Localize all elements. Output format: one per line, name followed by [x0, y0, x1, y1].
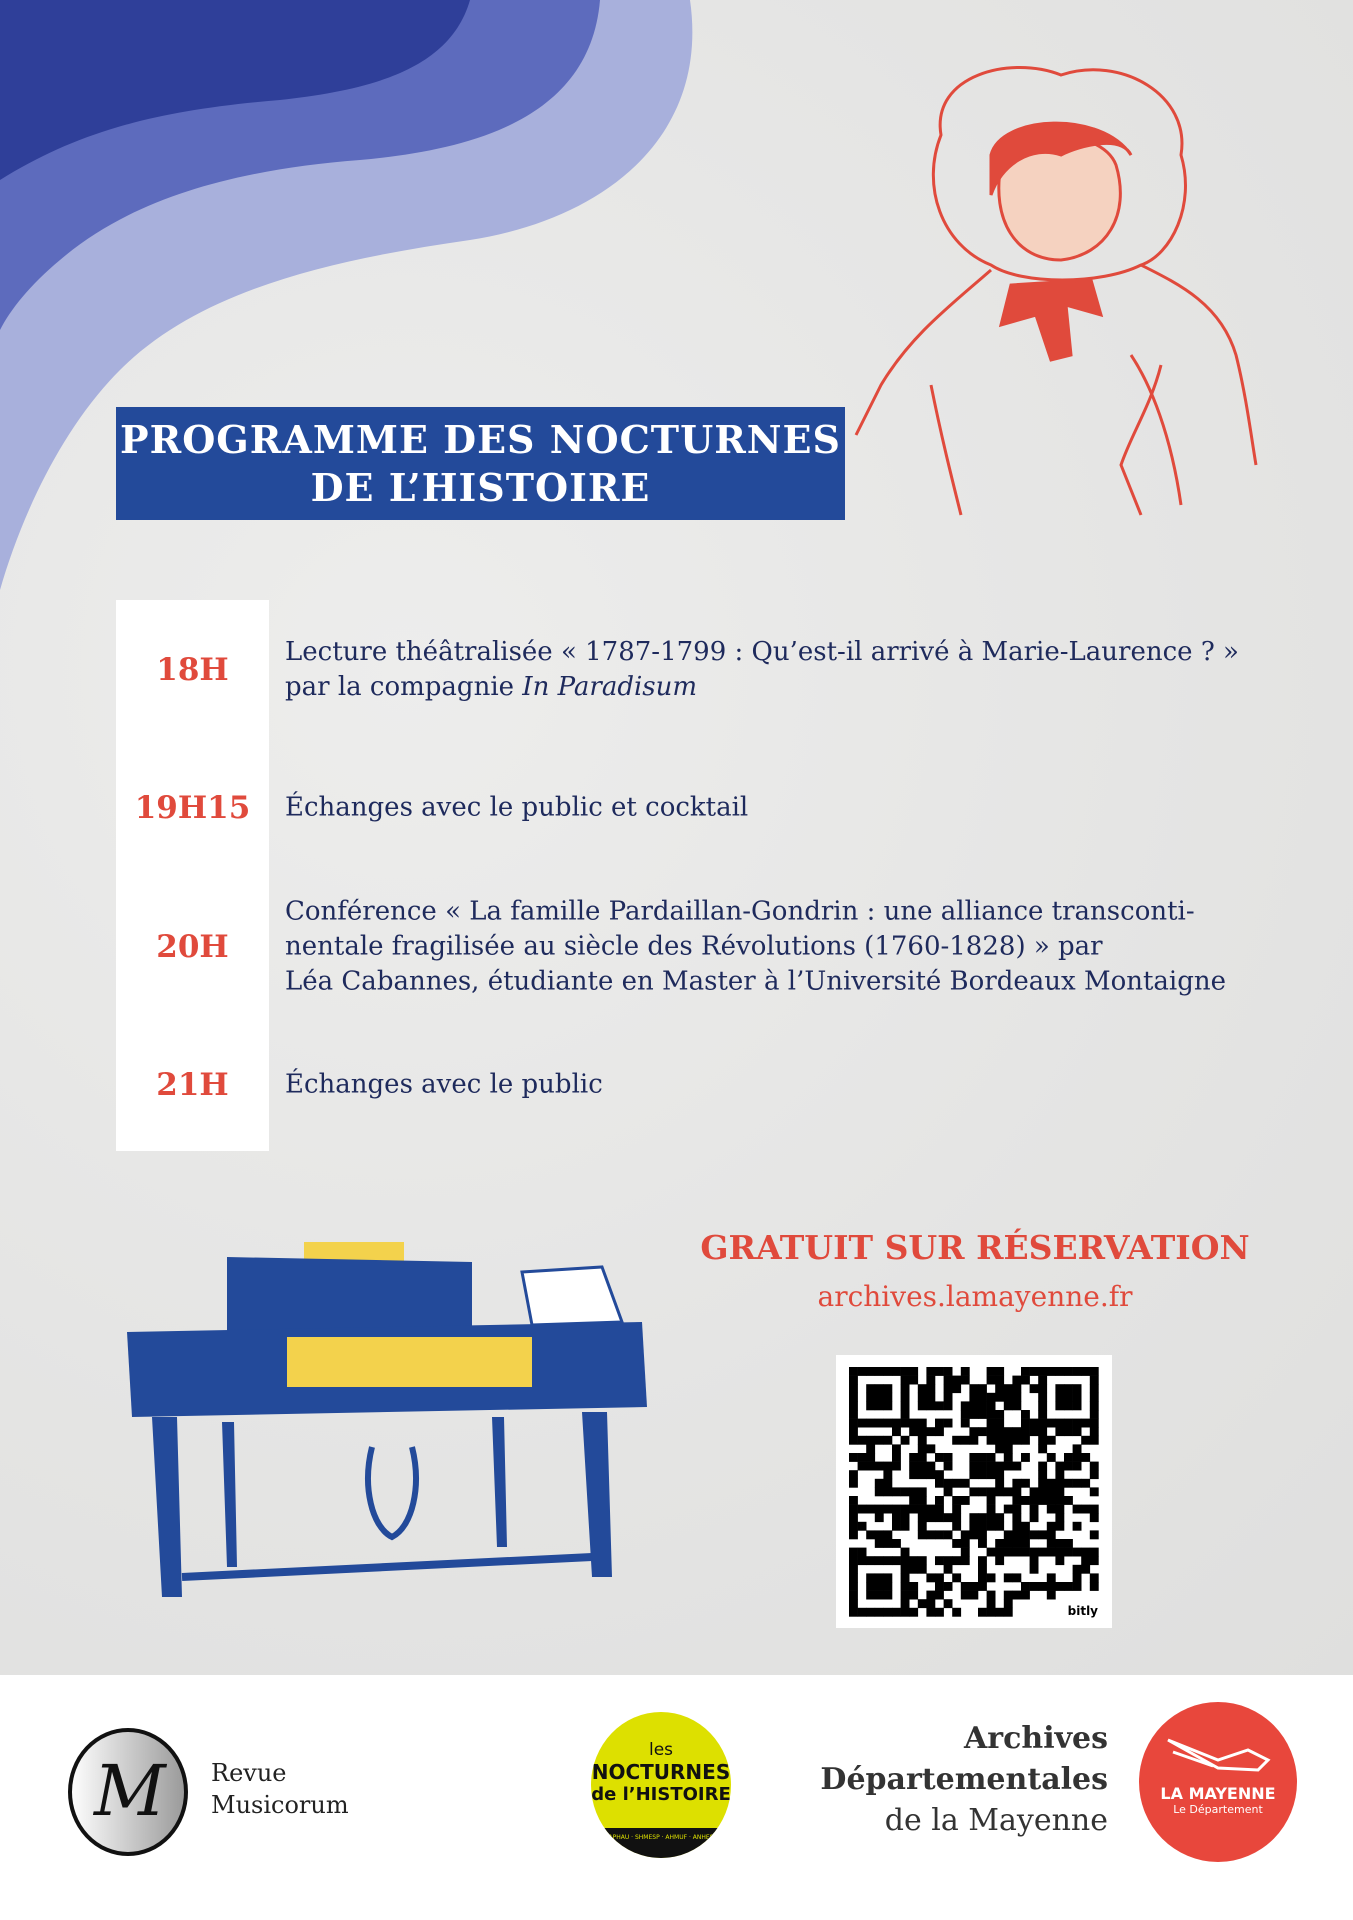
description-text: par la compagnie	[285, 672, 523, 702]
musicorum-line: Revue	[211, 1759, 287, 1787]
archives-line: de la Mayenne	[884, 1803, 1108, 1838]
description-line: Conférence « La famille Pardaillan-Gondrin : une alliance transconti-	[285, 896, 1195, 927]
schedule-description	[285, 635, 1285, 705]
piano-illustration	[122, 1237, 652, 1627]
time-label: 21H	[156, 1067, 229, 1103]
description-line: nentale fragilisée au siècle des Révolutions (1760-1828) » par	[285, 931, 1103, 962]
nocturnes-line: de l’HISTOIRE	[591, 1784, 731, 1805]
description-line	[285, 670, 1285, 705]
nocturnes-line: NOCTURNES	[591, 1760, 731, 1784]
page-title	[116, 407, 845, 520]
bitly-label: bitly	[1067, 1604, 1098, 1618]
schedule-description	[285, 895, 1285, 1000]
musicorum-line: Musicorum	[211, 1791, 349, 1819]
time-label: 18H	[156, 652, 229, 688]
qr-code[interactable]	[836, 1355, 1112, 1628]
nocturnes-logo	[591, 1712, 731, 1858]
description-line: Échanges avec le public et cocktail	[285, 792, 749, 823]
mayenne-line: Le Département	[1173, 1803, 1263, 1816]
la-mayenne-logo	[1139, 1702, 1297, 1862]
time-label: 20H	[156, 929, 229, 965]
qr-code-pattern	[836, 1355, 1112, 1628]
nocturnes-line: les	[648, 1740, 674, 1760]
description-line: Léa Cabannes, étudiante en Master à l’Université Bordeaux Montaigne	[285, 966, 1227, 997]
archives-line: Archives	[964, 1721, 1108, 1756]
time-label: 19H15	[134, 790, 251, 826]
schedule-description	[285, 1068, 1285, 1103]
company-name: In Paradisum	[522, 672, 698, 702]
free-reservation-label: GRATUIT SUR RÉSERVATION	[700, 1228, 1250, 1267]
description-line: Échanges avec le public	[285, 1069, 603, 1100]
musicorum-logo	[66, 1725, 196, 1860]
horse-wing-icon	[1158, 1730, 1278, 1780]
reservation-link[interactable]: archives.lamayenne.fr	[817, 1280, 1133, 1313]
archives-line: Départementales	[820, 1762, 1108, 1797]
title-line-1: PROGRAMME DES NOCTURNES	[120, 416, 841, 462]
mayenne-line: LA MAYENNE	[1160, 1784, 1276, 1803]
svg-text:M: M	[94, 1750, 166, 1832]
schedule-description	[285, 791, 1285, 826]
musicorum-name	[211, 1757, 349, 1821]
lady-illustration	[851, 55, 1291, 555]
title-line-2: DE L’HISTOIRE	[310, 464, 651, 510]
description-line: Lecture théâtralisée « 1787-1799 : Qu’est-il arrivé à Marie-Laurence ? »	[285, 637, 1239, 667]
archives-name	[820, 1718, 1108, 1841]
nocturnes-ribbon: CAPHAU · SHMESP · AHMUF · ANHESR	[591, 1828, 731, 1858]
